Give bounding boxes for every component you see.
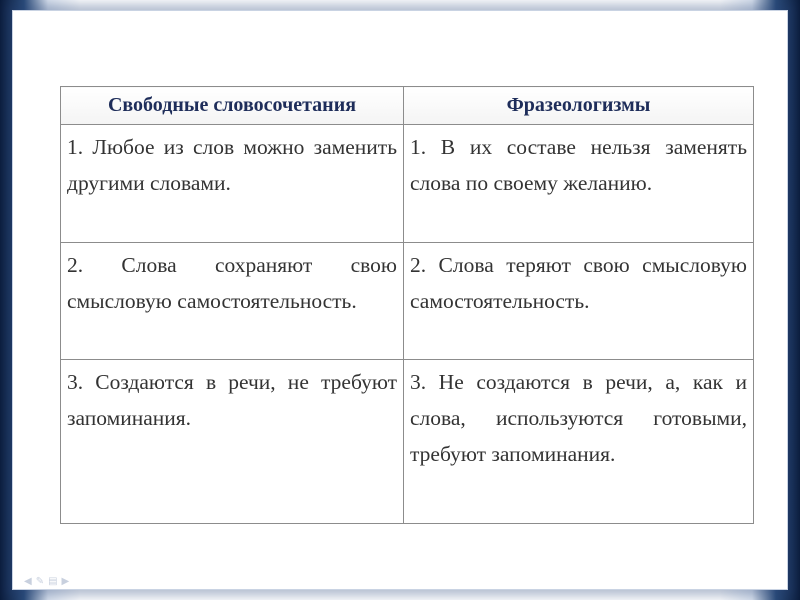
- slide-nav-controls: [24, 576, 73, 587]
- cell-text: 1. В их составе нельзя заменять слова по своему желанию.: [410, 135, 747, 195]
- table-cell: [61, 243, 404, 360]
- cell-text: 3. Не создаются в речи, а, как и слова, используются готовыми, требуют запоминания.: [410, 370, 747, 466]
- table-row: [61, 125, 754, 243]
- table-cell: [404, 243, 754, 360]
- comparison-table: [60, 86, 754, 524]
- table-cell: [61, 360, 404, 524]
- cell-text: 2. Слова теряют свою смысловую самостоятельность.: [410, 253, 747, 313]
- nav-forward-icon[interactable]: ▶: [61, 576, 74, 587]
- nav-pen-icon[interactable]: ✎: [35, 576, 49, 587]
- table-row: [61, 360, 754, 524]
- table-row: [61, 243, 754, 360]
- cell-text: 3. Создаются в речи, не требуют запоминания.: [67, 370, 397, 430]
- table-header-row: [61, 87, 754, 125]
- table-cell: [404, 125, 754, 243]
- cell-text: 1. Любое из слов можно заменить другими словами.: [67, 135, 397, 195]
- nav-back-icon[interactable]: ◀: [24, 576, 36, 587]
- nav-menu-icon[interactable]: ▤: [48, 576, 62, 587]
- header-phraseologisms: Фразеологизмы: [404, 87, 754, 125]
- table-cell: [61, 125, 404, 243]
- table-cell: [404, 360, 754, 524]
- cell-text: 2. Слова сохраняют свою смысловую самостоятельность.: [67, 253, 397, 313]
- header-free-phrases: Свободные словосочетания: [61, 87, 404, 125]
